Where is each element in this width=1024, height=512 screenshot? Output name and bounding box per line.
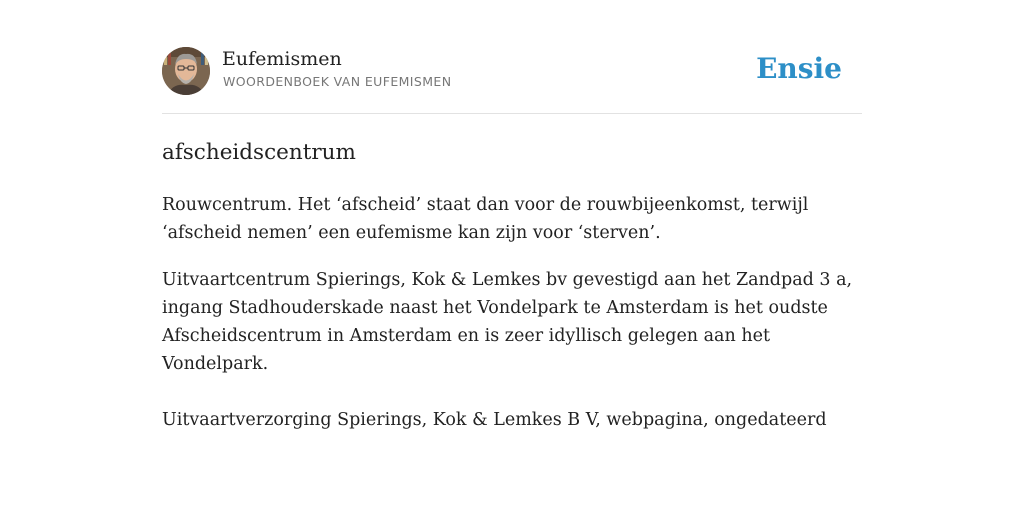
entry-source: Uitvaartverzorging Spierings, Kok & Lemkes B V, webpagina, ongedateerd	[162, 410, 827, 430]
ensie-logo-link[interactable]: Ensie	[756, 52, 842, 85]
author-subtitle: WOORDENBOEK VAN EUFEMISMEN	[223, 74, 452, 89]
author-avatar[interactable]	[162, 47, 210, 95]
author-name[interactable]: Eufemismen	[222, 48, 342, 70]
avatar-portrait-icon	[162, 47, 210, 95]
entry-title: afscheidscentrum	[162, 140, 356, 165]
entry-card	[162, 46, 862, 434]
entry-definition: Rouwcentrum. Het ‘afscheid’ staat dan voor de rouwbijeenkomst, terwijl ‘afscheid nemen’ een eufemisme kan zijn voor ‘sterven’.	[162, 195, 809, 243]
entry-quote: Uitvaartcentrum Spierings, Kok & Lemkes bv gevestigd aan het Zandpad 3 a, ingang Stadhouderskade naast het Vondelpark te Amsterdam is het oudste Afscheidscentrum in Amsterdam en is zeer idyllisch gelegen aan het Vondelpark.	[162, 270, 853, 374]
author-header	[162, 46, 862, 114]
